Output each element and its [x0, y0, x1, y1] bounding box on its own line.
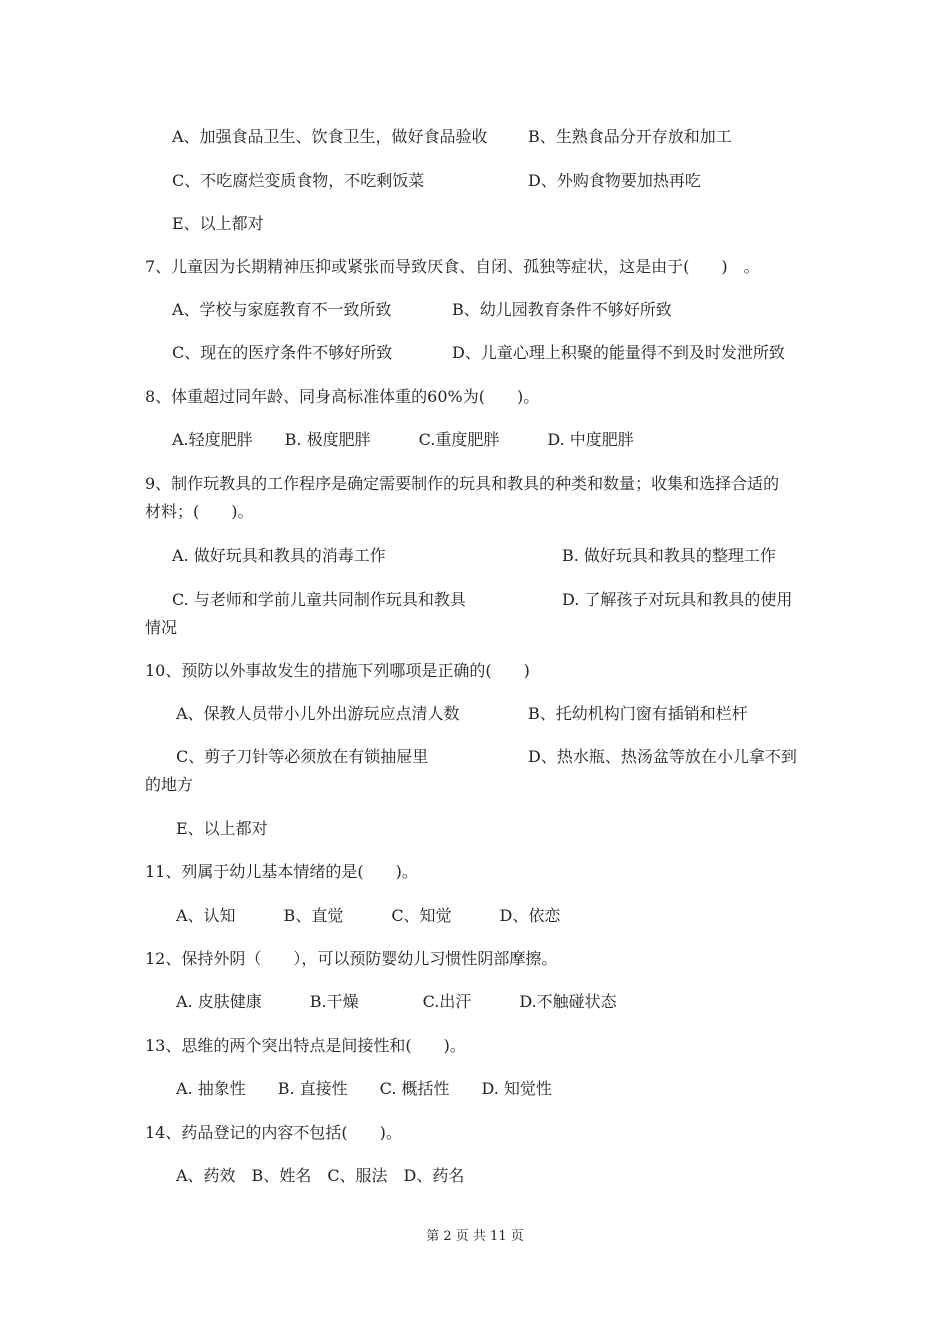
option-q7-b: B、幼儿园教育条件不够好所致 — [452, 300, 672, 319]
option-q10-d-continued: 的地方 — [145, 775, 194, 794]
option-q9-d-continued: 情况 — [145, 618, 178, 637]
option-q10-b: B、托幼机构门窗有插销和栏杆 — [528, 704, 748, 723]
page-footer: 第 2 页 共 11 页 — [426, 1229, 524, 1244]
option-q7-c: C、现在的医疗条件不够好所致 — [172, 343, 393, 362]
question-11: 11、列属于幼儿基本情绪的是( )。 — [145, 862, 418, 881]
option-q6-b: B、生熟食品分开存放和加工 — [528, 127, 732, 146]
options-q12: A. 皮肤健康 B.干燥 C.出汗 D.不触碰状态 — [176, 992, 617, 1011]
option-q10-e: E、以上都对 — [176, 819, 268, 838]
option-q9-c: C. 与老师和学前儿童共同制作玩具和教具 — [172, 590, 466, 609]
question-14: 14、药品登记的内容不包括( )。 — [145, 1123, 402, 1142]
question-9-line-2: 材料；( )。 — [145, 502, 254, 521]
options-q11: A、认知 B、直觉 C、知觉 D、依恋 — [176, 906, 561, 925]
question-7: 7、儿童因为长期精神压抑或紧张而导致厌食、自闭、孤独等症状，这是由于( ) 。 — [145, 257, 760, 276]
option-q7-d: D、儿童心理上积聚的能量得不到及时发泄所致 — [452, 343, 785, 362]
question-13: 13、思维的两个突出特点是间接性和( )。 — [145, 1036, 466, 1055]
options-q14: A、药效 B、姓名 C、服法 D、药名 — [176, 1166, 465, 1185]
option-q9-b: B. 做好玩具和教具的整理工作 — [562, 546, 776, 565]
option-q9-a: A. 做好玩具和教具的消毒工作 — [172, 546, 386, 565]
question-10: 10、预防以外事故发生的措施下列哪项是正确的( ) — [145, 661, 530, 680]
options-q8: A.轻度肥胖 B. 极度肥胖 C.重度肥胖 D. 中度肥胖 — [172, 430, 634, 449]
option-q10-a: A、保教人员带小儿外出游玩应点清人数 — [176, 704, 460, 723]
question-8: 8、体重超过同年龄、同身高标准体重的60%为( )。 — [145, 387, 540, 406]
option-q6-d: D、外购食物要加热再吃 — [528, 171, 701, 190]
option-q6-c: C、不吃腐烂变质食物，不吃剩饭菜 — [172, 171, 425, 190]
question-12: 12、保持外阴（ ），可以预防婴幼儿习惯性阴部摩擦。 — [145, 949, 558, 968]
option-q6-a: A、加强食品卫生、饮食卫生，做好食品验收 — [172, 127, 488, 146]
option-q10-c: C、剪子刀针等必须放在有锁抽屉里 — [176, 747, 429, 766]
options-q13: A. 抽象性 B. 直接性 C. 概括性 D. 知觉性 — [176, 1079, 552, 1098]
option-q10-d: D、热水瓶、热汤盆等放在小儿拿不到 — [528, 747, 797, 766]
question-9-line-1: 9、制作玩教具的工作程序是确定需要制作的玩具和教具的种类和数量；收集和选择合适的 — [145, 474, 780, 493]
option-q6-e: E、以上都对 — [172, 214, 264, 233]
option-q7-a: A、学校与家庭教育不一致所致 — [172, 300, 392, 319]
option-q9-d: D. 了解孩子对玩具和教具的使用 — [562, 590, 793, 609]
